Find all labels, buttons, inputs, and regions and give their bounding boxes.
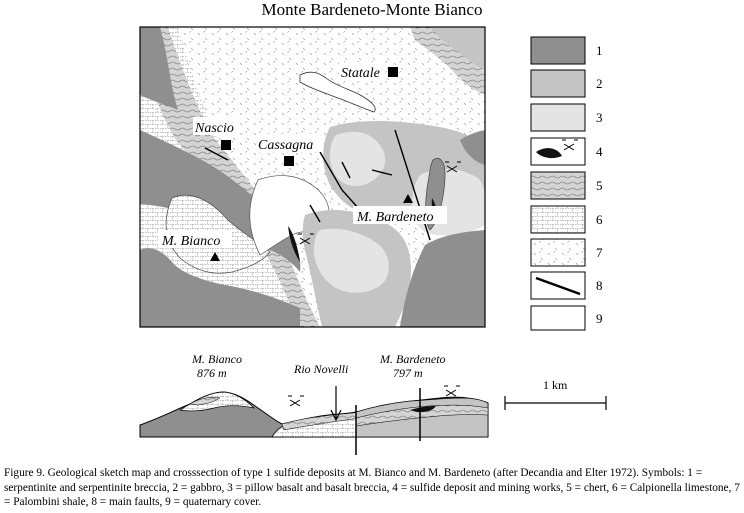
- section-m-bianco-name: M. Bianco: [192, 352, 242, 366]
- m-bardeneto-label: M. Bardeneto: [357, 210, 434, 225]
- legend-swatch-2: [531, 70, 585, 97]
- cross-section: [140, 352, 488, 455]
- figure-caption: Figure 9. Geological sketch map and crosssection of type 1 sulfide deposits at M. Bianco and M. Bardeneto (after Decandia and Elter 1972). Symbols: 1 = serpentinite and serpentinite breccia, 2 = gabbro, 3 = pillow basalt and basalt breccia, 4 = sulfide deposit and mining works, 5 = chert, 6 = Calpionella limestone, 7 = Palombini shale, 8 = main faults, 9 = quaternary cover.: [4, 467, 740, 508]
- statale-label: Statale: [341, 66, 380, 81]
- scale-bar-line: [505, 396, 606, 410]
- cassagna-label: Cassagna: [258, 138, 314, 153]
- legend-number-1: 1: [596, 43, 603, 58]
- nascio-label: Nascio: [195, 121, 234, 136]
- section-m-bardeneto-elevation: 797 m: [393, 366, 423, 380]
- legend-number-3: 3: [596, 110, 603, 125]
- section-m-bardeneto-name: M. Bardeneto: [380, 352, 446, 366]
- legend-swatch-3: [531, 104, 585, 131]
- geological-map: [140, 27, 485, 327]
- basalt-east: [412, 169, 485, 236]
- m-bianco-label: M. Bianco: [162, 234, 221, 249]
- legend-swatch-9: [531, 306, 585, 330]
- legend-number-9: 9: [596, 311, 603, 326]
- legend-swatch-1: [531, 37, 585, 64]
- legend-swatch-5: [531, 172, 585, 199]
- section-mine-symbol-west: [288, 396, 304, 406]
- statale-village-icon: [388, 67, 398, 77]
- section-mine-symbol-east: [444, 386, 460, 396]
- legend-number-5: 5: [596, 178, 603, 193]
- nascio-village-icon: [221, 140, 231, 150]
- legend: [531, 37, 603, 330]
- legend-number-8: 8: [596, 278, 603, 293]
- section-m-bianco-elevation: 876 m: [197, 366, 227, 380]
- legend-number-4: 4: [596, 144, 603, 159]
- scale-bar-label: 1 km: [543, 378, 568, 392]
- legend-number-6: 6: [596, 212, 603, 227]
- section-rio-novelli-label: Rio Novelli: [294, 362, 349, 376]
- figure-title: Monte Bardeneto-Monte Bianco: [261, 0, 483, 19]
- legend-swatch-7: [531, 239, 585, 266]
- legend-swatch-6: [531, 206, 585, 233]
- scale-bar: [505, 378, 606, 410]
- legend-number-2: 2: [596, 76, 603, 91]
- cassagna-village-icon: [284, 156, 294, 166]
- legend-number-7: 7: [596, 245, 603, 260]
